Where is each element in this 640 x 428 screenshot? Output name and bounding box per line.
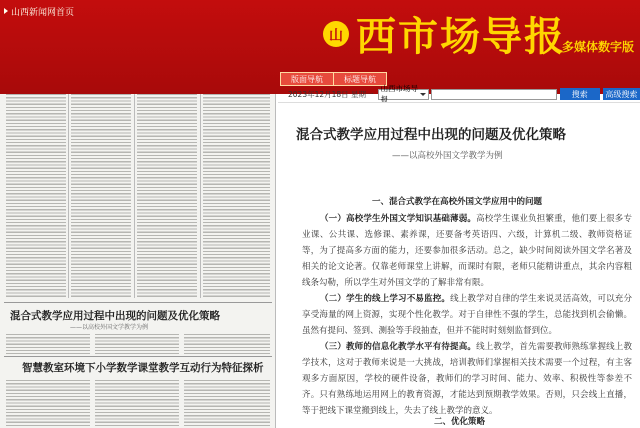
article-text-column[interactable] (184, 332, 270, 354)
article-content (278, 102, 640, 428)
paragraph-lead: （三）教师的信息化教学水平有待提高。 (320, 342, 477, 352)
column-divider (200, 92, 201, 298)
arrow-right-icon (4, 8, 8, 14)
section-heading-2: 二、优化策略 (434, 417, 486, 427)
article-text-column[interactable] (137, 92, 197, 298)
site-header (0, 0, 640, 94)
column-divider (134, 92, 135, 298)
paper-select[interactable] (378, 84, 429, 104)
paragraph-text: 线上教学对自律的学生来说灵活高效，可以充分享受海量的网上资源，实现个性化教学。对于自律性不强的学生，总能找到机会偷懒。虽然有提问、签到、测验等手段抽查，但并不能时时刻刻监督到位。 (302, 294, 632, 336)
site-logo (314, 4, 604, 60)
page-nav-button[interactable]: 版面导航 (280, 72, 334, 86)
article-text-column[interactable] (6, 332, 90, 354)
article-text-column[interactable] (71, 92, 131, 298)
article-subtitle: ——以高校外国文学教学为例 (392, 151, 503, 161)
headline-2[interactable]: 混合式教学应用过程中出现的问题及优化策略 (10, 310, 220, 322)
issue-date: 2023年12月18日 星期一 (288, 89, 374, 99)
logo-wordmark: 西市场导报 (356, 13, 566, 60)
title-nav-button[interactable]: 标题导航 (333, 72, 387, 86)
article-text-column[interactable] (6, 92, 66, 298)
article-text-column[interactable] (95, 378, 179, 428)
article-text-column[interactable] (203, 92, 270, 298)
article-text-column[interactable] (184, 378, 270, 428)
headline-2-subtitle: ——以高校外国文学教学为例 (70, 324, 149, 331)
article-title: 混合式教学应用过程中出现的问题及优化策略 (296, 127, 566, 143)
column-divider (68, 92, 69, 298)
divider (4, 302, 272, 303)
article-paragraph-1 (302, 211, 632, 291)
search-button[interactable]: 搜索 (560, 88, 600, 100)
edition-label: 多媒体数字版 (561, 40, 634, 54)
article-text-column[interactable] (6, 378, 90, 428)
paragraph-text: 线上教学，首先需要教师熟练掌握线上教学技术，这对于教师来说是一大挑战，培训教师们掌握相关技术需要一个过程，有主客观多方面原因，学校的硬件设备，教师们的学习时间、能力、效率、积极性等参差不齐。只有熟练地运用网上的教育资源，才能达到预期教学效果。否则，只会线上直播，等于把线下课堂搬到线上，失去了线上教学的意义。 (302, 342, 632, 416)
article-text-column[interactable] (95, 332, 179, 354)
advanced-search-button[interactable]: 高级搜索 (603, 88, 640, 100)
home-link-label: 山西新闻网首页 (11, 7, 75, 18)
divider (4, 356, 272, 357)
search-input[interactable] (431, 89, 557, 100)
search-toolbar (276, 84, 640, 104)
logo-emblem-char: 山 (329, 28, 343, 44)
paragraph-lead: （二）学生的线上学习不易监控。 (320, 294, 451, 304)
newspaper-page-image[interactable] (0, 40, 276, 428)
paragraph-lead: （一）高校学生外国文学知识基础薄弱。 (320, 214, 477, 224)
paper-select-value: 山西市场导报 (380, 84, 419, 104)
paragraph-text: 高校学生课业负担繁重，他们要上很多专业课、公共课、选修课、素养课，还要备考英语四、六级，计算机二级、教师资格证等，为了提高多方面的能力，还要参加很多活动。总之，缺少时间阅读外国文学名著及相关的论文论著。仅靠老师课堂上讲解，而课时有限，老师只能精讲重点，其余内容粗线条勾勒，所以学生对外国文学的了解非常有限。 (302, 214, 632, 288)
article-paragraph-2 (302, 291, 632, 339)
article-paragraph-3 (302, 339, 632, 419)
section-heading-1: 一、混合式教学在高校外国文学应用中的问题 (372, 197, 543, 207)
home-link[interactable] (4, 4, 74, 18)
headline-3[interactable]: 智慧教室环境下小学数学课堂教学互动行为特征探析 (22, 362, 264, 374)
logo-area (308, 0, 640, 64)
chevron-down-icon (420, 93, 426, 96)
